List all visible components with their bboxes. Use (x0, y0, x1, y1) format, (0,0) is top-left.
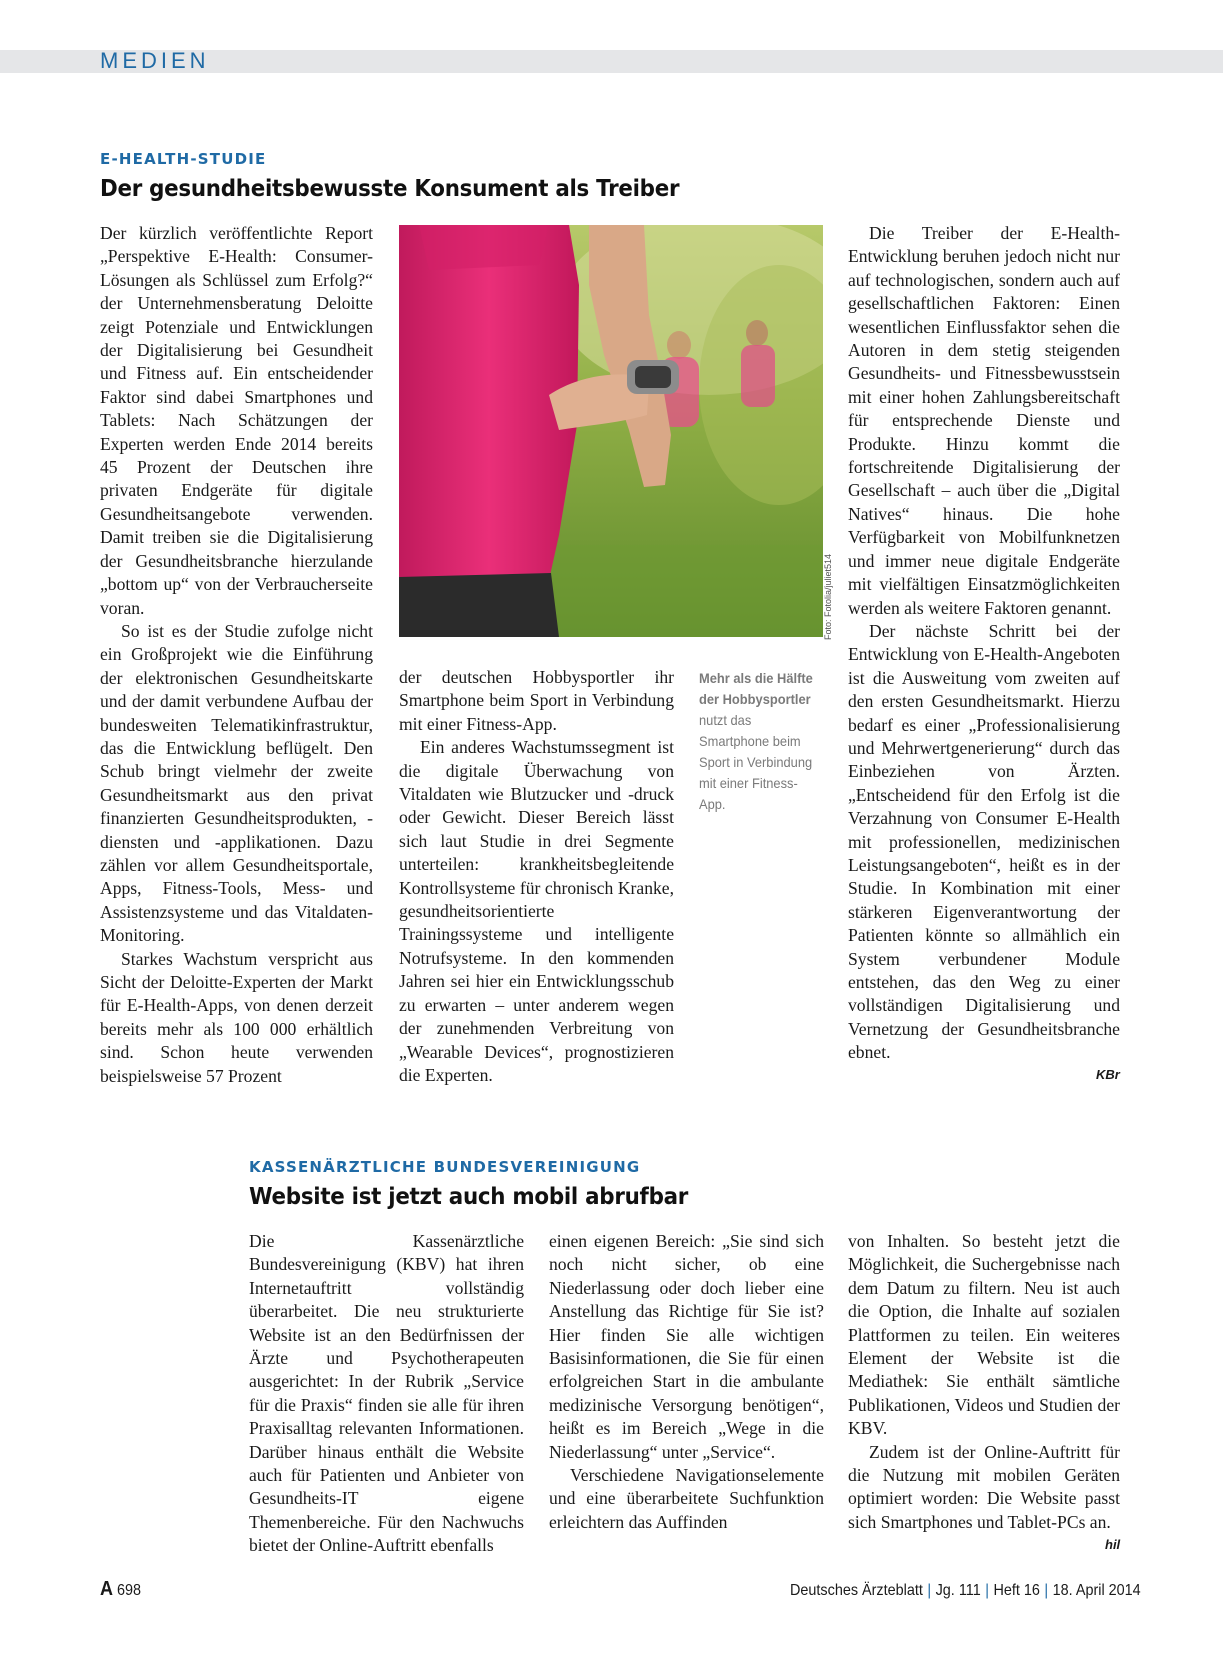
paragraph: der deutschen Hobbysportler ihr Smartphone beim Sport in Verbindung mit einer Fitness-App. (399, 667, 674, 734)
article1-signature: KBr (1096, 1067, 1120, 1082)
footer-journal-info: Deutsches Ärzteblatt | Jg. 111 | Heft 16 | 18. April 2014 (790, 1582, 1141, 1599)
paragraph: Die Kassenärztliche Bundesvereinigung (KBV) hat ihren Internetauftritt vollständig überarbeitet. Die neu strukturierte Website ist an den Bedürfnissen der Ärzte und Psychotherapeuten ausgerichtet: In der Rubrik „Service für die Praxis“ finden sie alle für ihren Praxisalltag relevanten Informationen. Darüber hinaus enthält die Website auch für Patienten und Anbieter von Gesundheits-IT eigene Themenbereiche. Für den Nachwuchs bietet der Online-Auftritt ebenfalls (249, 1231, 524, 1556)
article1-column-3 (848, 222, 1120, 1065)
footer-volume: Jg. 111 (935, 1582, 981, 1599)
article2-headline: Website ist jetzt auch mobil abrufbar (249, 1184, 689, 1210)
article1-column-1 (100, 222, 373, 1088)
page-number-value: 698 (117, 1582, 142, 1599)
article-photo (399, 225, 823, 637)
article2-column-2 (549, 1230, 824, 1534)
photo-credit: Foto: Fotolia/juliet514 (823, 553, 833, 640)
article2-column-1 (249, 1230, 524, 1558)
paragraph: So ist es der Studie zufolge nicht ein Großprojekt wie die Einführung der elektronischen Gesundheitskarte und der damit verbundene Aufbau der bundesweiten Telematikinfrastruktur, das die Entwicklung beflügelt. Den Schub bringt vielmehr der zweite Gesundheitsmarkt aus den privat finanzierten Gesundheitsprodukten, -diensten und -applikationen. Dazu zählen vor allem Gesundheitsportale, Apps, Fitness-Tools, Mess- und Assistenzsysteme und das Vitaldaten-Monitoring. (100, 620, 373, 946)
paragraph: Verschiedene Navigationselemente und eine überarbeitete Suchfunktion erleichtern das Auffinden (549, 1465, 824, 1532)
article1-kicker: E-HEALTH-STUDIE (100, 150, 267, 168)
section-label: MEDIEN (100, 48, 210, 73)
paragraph: Der kürzlich veröffentlichte Report „Perspektive E-Health: Consumer-Lösungen als Schlüssel zum Erfolg?“ der Unternehmensberatung Deloitte zeigt Potenziale und Entwicklungen der Digitalisierung bei Gesundheit und Fitness auf. Ein entscheidender Faktor sind dabei Smartphones und Tablets: Nach Schätzungen der Experten werden Ende 2014 bereits 45 Prozent der Deutschen ihre privaten Endgeräte für digitale Gesundheitsangebote verwenden. Damit treiben sie die Digitalisierung der Gesundheitsbranche hierzulande „bottom up“ von der Verbraucherseite voran. (100, 223, 373, 618)
article2-column-3 (848, 1230, 1120, 1534)
page-prefix: A (100, 1578, 114, 1600)
article2-kicker: KASSENÄRZTLICHE BUNDESVEREINIGUNG (249, 1158, 641, 1176)
paragraph: Ein anderes Wachstumssegment ist die digitale Überwachung von Vitaldaten wie Blutzucker und -druck oder Gewicht. Dieser Bereich lässt sich laut Studie in drei Segmente unterteilen: krankheitsbegleitende Kontrollsysteme für chronisch Kranke, gesundheitsorientierte Trainingssysteme und intelligente Notrufsysteme. In den kommenden Jahren sei hier ein Entwicklungsschub zu erwarten – unter anderem wegen der zunehmenden Verbreitung von „Wearable Devices“, prognostizieren die Experten. (399, 737, 674, 1085)
caption-text: nutzt das Smartphone beim Sport in Verbindung mit einer Fitness-App. (699, 712, 813, 812)
article1-headline: Der gesundheitsbewusste Konsument als Treiber (100, 176, 680, 202)
footer-date: 18. April 2014 (1052, 1582, 1141, 1599)
paragraph: von Inhalten. So besteht jetzt die Möglichkeit, die Suchergebnisse nach dem Datum zu filtern. Neu ist auch die Option, die Inhalte auf sozialen Plattformen zu teilen. Ein weiteres Element der Website ist die Mediathek: Sie enthält sämtliche Publikationen, Videos und Studien der KBV. (848, 1231, 1120, 1439)
paragraph: einen eigenen Bereich: „Sie sind sich noch nicht sicher, ob eine Niederlassung oder doch lieber eine Anstellung das Richtige für Sie ist? Hier finden Sie alle wichtigen Basisinformationen, die Sie für einen erfolgreichen Start in die ambulante medizinische Versorgung benötigen“, heißt es im Bereich „Wege in die Niederlassung“ unter „Service“. (549, 1231, 824, 1462)
footer-issue: Heft 16 (993, 1582, 1040, 1599)
paragraph: Starkes Wachstum verspricht aus Sicht der Deloitte-Experten der Markt für E-Health-Apps, von denen derzeit bereits mehr als 100 000 erhältlich sind. Schon heute verwenden beispielsweise 57 Prozent (100, 948, 373, 1086)
paragraph: Die Treiber der E-Health-Entwicklung beruhen jedoch nicht nur auf technologischen, sondern auch auf gesellschaftlichen Faktoren: Einen wesentlichen Einflussfaktor sehen die Autoren in dem stetig steigenden Gesundheits- und Fitnessbewusstsein mit einer hohen Zahlungsbereitschaft für entsprechende Dienste und Produkte. Hinzu kommt die fortschreitende Digitalisierung der Gesellschaft – auch über die „Digital Natives“ hinaus. Die hohe Verfügbarkeit von Mobilfunknetzen und immer neue digitale Endgeräte mit vielfältigen Einsatzmöglichkeiten werden als weitere Faktoren genannt. (848, 223, 1120, 618)
paragraph: Zudem ist der Online-Auftritt für die Nutzung mit mobilen Geräten optimiert worden: Die Website passt sich Smartphones und Tablet-PCs an. (848, 1441, 1120, 1532)
footer-journal: Deutsches Ärzteblatt (790, 1582, 923, 1599)
photo-caption (699, 668, 819, 815)
article1-column-2 (399, 666, 674, 1087)
caption-bold: Mehr als die Hälfte der Hobbysportler (699, 670, 813, 707)
paragraph: Der nächste Schritt bei der Entwicklung von E-Health-Angeboten ist die Ausweitung vom zweiten auf den ersten Gesundheitsmarkt. Hierzu bedarf es einer „Professionalisierung und Mehrwertgenerierung“ durch das Einbeziehen von Ärzten. „Entscheidend für den Erfolg ist die Verzahnung von Consumer E-Health mit professionellen, medizinischen Leistungsangeboten“, heißt es in der Studie. In Kombination mit einer stärkeren Eigenverantwortung der Patienten könnte so allmählich ein System verbundener Module entstehen, das den Weg zu einer vollständigen Digitalisierung und Vernetzung der Gesundheitsbranche ebnet. (848, 620, 1120, 1063)
page-number (100, 1578, 141, 1601)
article2-signature: hil (1105, 1537, 1121, 1552)
